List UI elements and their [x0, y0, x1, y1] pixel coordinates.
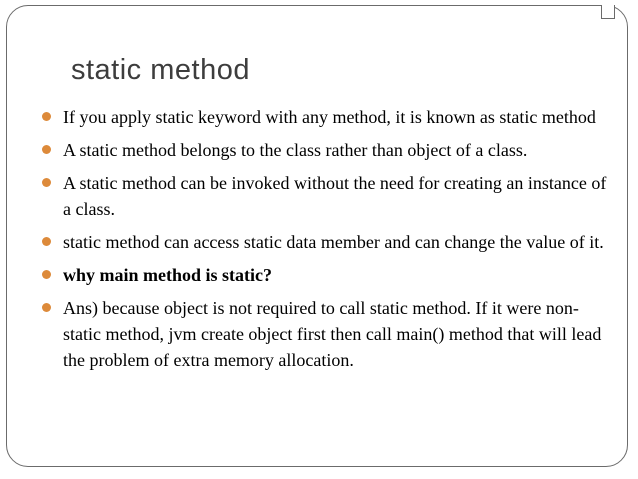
- bullet-dot-icon: [42, 270, 51, 279]
- bullet-item: [30, 229, 610, 255]
- bullet-text: A static method can be invoked without the need for creating an instance of a class.: [63, 173, 607, 219]
- bullet-text: Ans) because object is not required to call static method. If it were non-static method, jvm create object first then call main() method that will lead the problem of extra memory allocation.: [63, 298, 602, 370]
- bullet-dot-icon: [42, 237, 51, 246]
- bullet-item: [30, 137, 610, 163]
- bullet-text: A static method belongs to the class rather than object of a class.: [63, 140, 528, 160]
- bullet-dot-icon: [42, 178, 51, 187]
- bullet-item: [30, 170, 610, 222]
- bullet-dot-icon: [42, 145, 51, 154]
- slide-title: static method: [71, 54, 250, 86]
- bullet-dot-icon: [42, 303, 51, 312]
- bullet-dot-icon: [42, 112, 51, 121]
- bullet-item: [30, 104, 610, 130]
- bullet-text: static method can access static data member and can change the value of it.: [63, 232, 604, 252]
- corner-accent: [601, 5, 615, 19]
- bullet-item: [30, 295, 610, 373]
- bullet-text: why main method is static?: [63, 265, 273, 285]
- bullet-list: [30, 104, 610, 380]
- bullet-text: If you apply static keyword with any method, it is known as static method: [63, 107, 596, 127]
- bullet-item: [30, 262, 610, 288]
